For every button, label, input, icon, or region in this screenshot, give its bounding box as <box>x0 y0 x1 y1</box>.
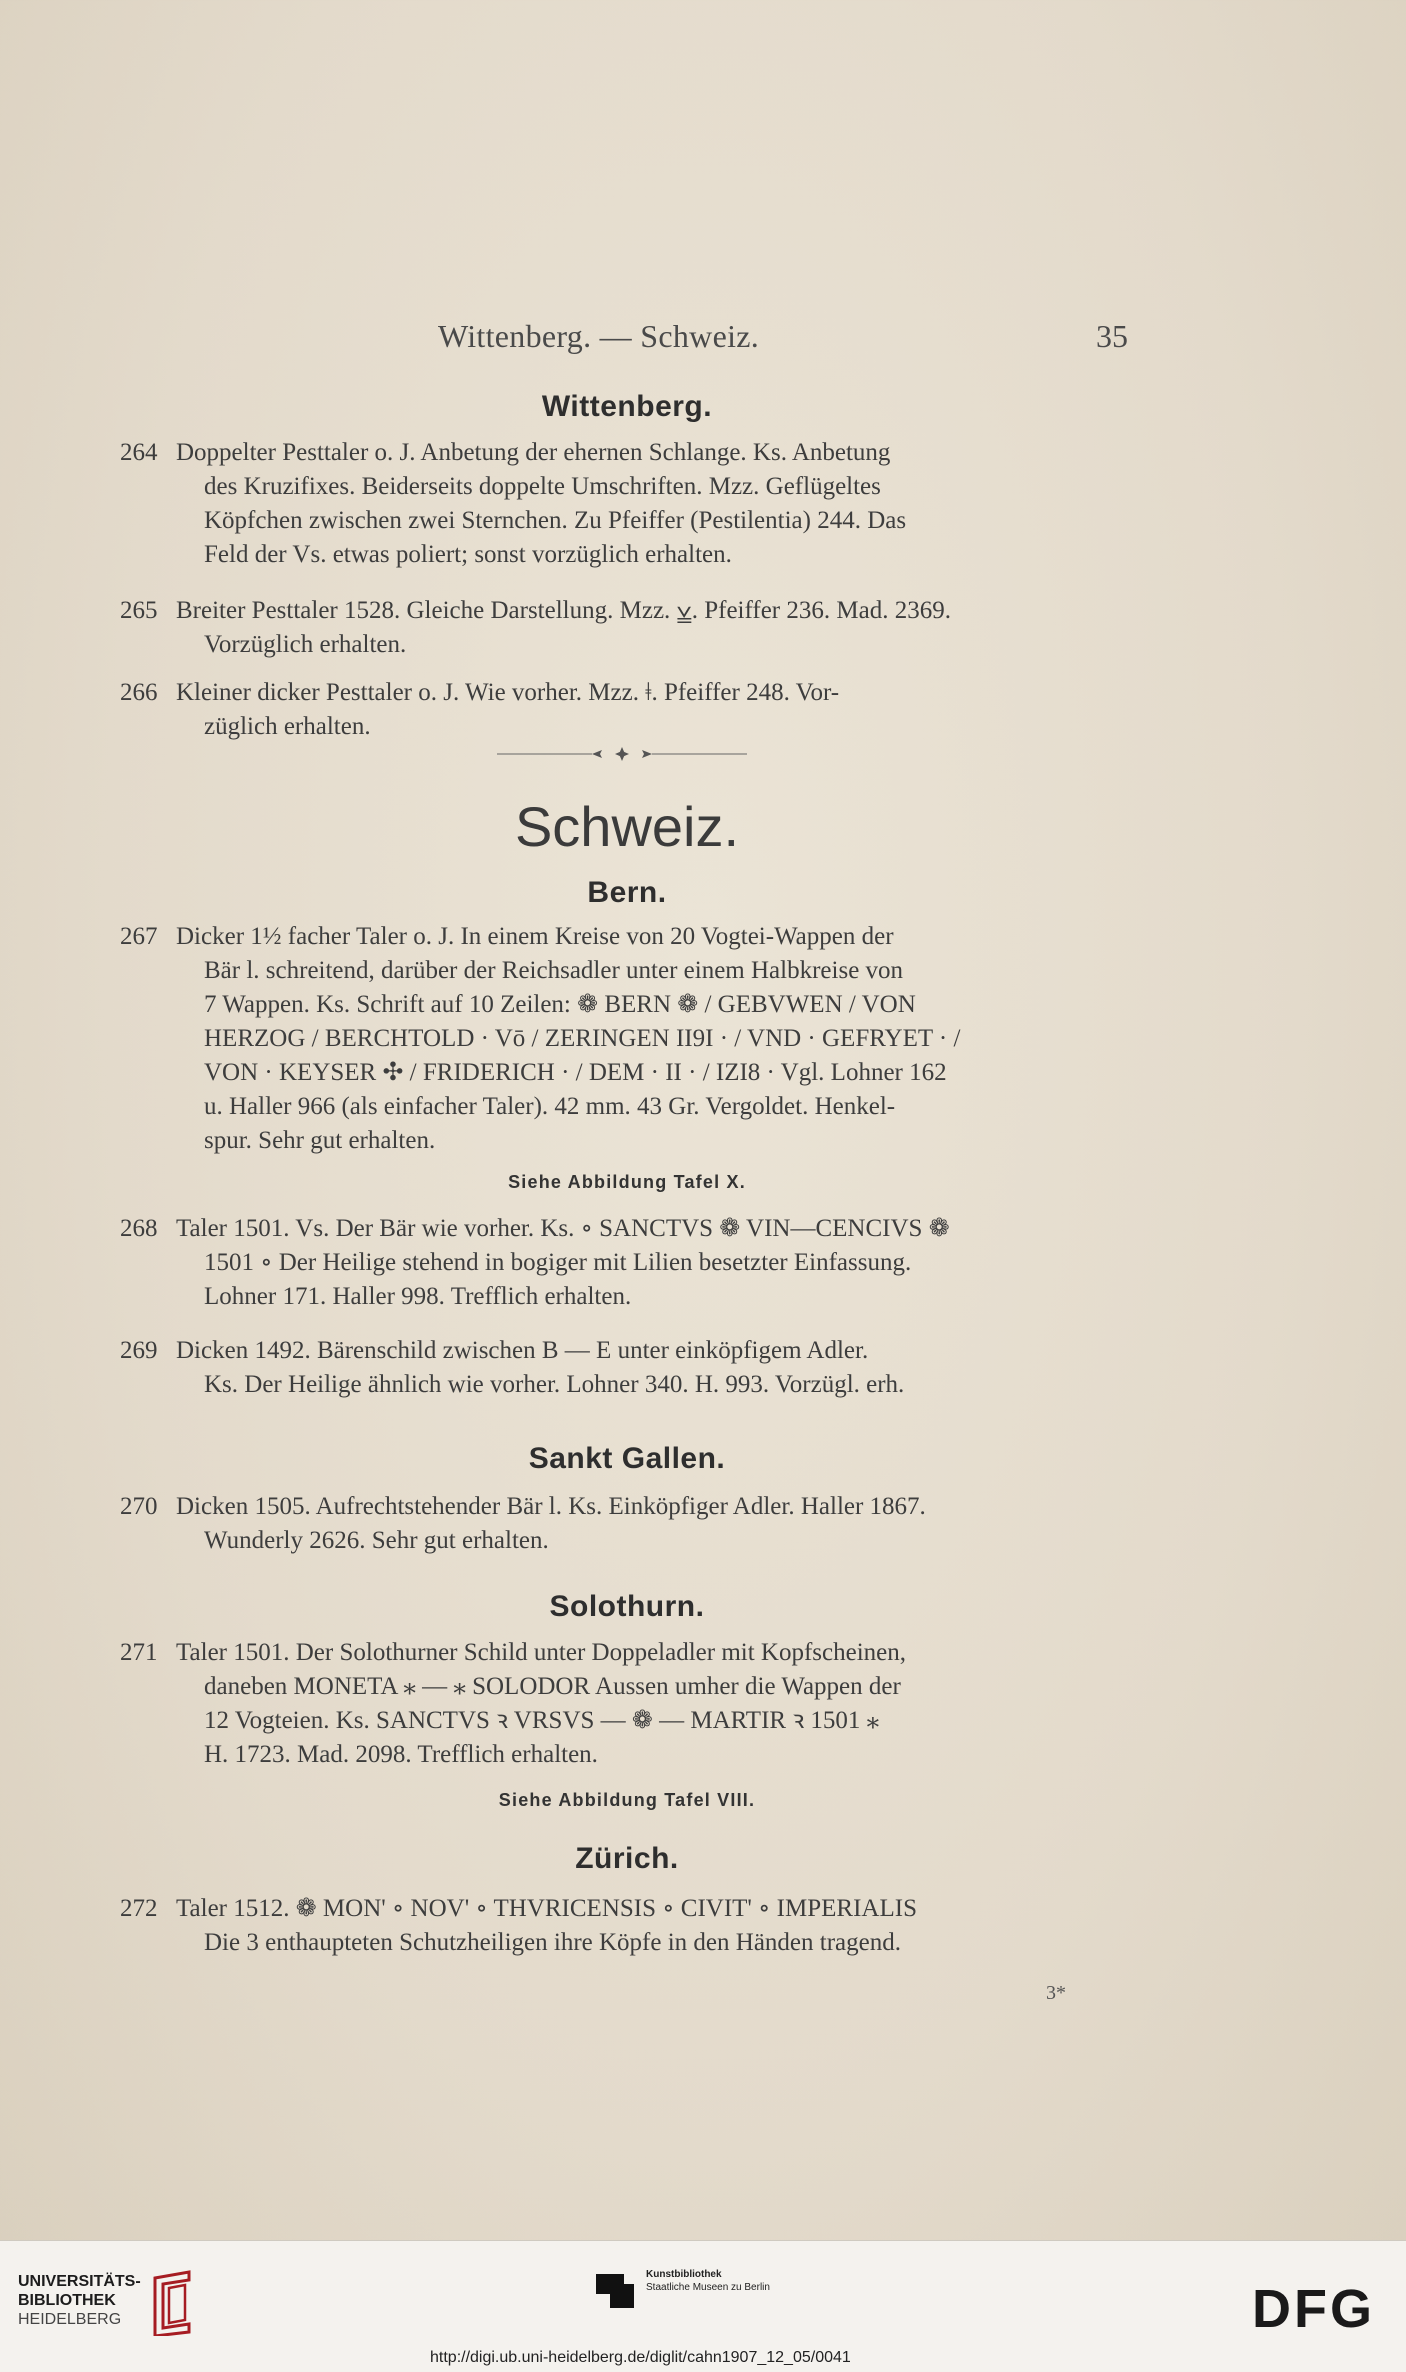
entry-text: 1501 ∘ Der Heilige stehend in bogiger mit Lilien besetzter Einfassung. <box>204 1249 912 1276</box>
catalog-entry-270 <box>120 1490 1133 1558</box>
entry-text: u. Haller 966 (als einfacher Taler). 42 mm. 43 Gr. Vergoldet. Henkel- <box>204 1093 896 1120</box>
heading-schweiz: Schweiz. <box>514 795 740 858</box>
entry-text: H. 1723. Mad. 2098. Trefflich erhalten. <box>204 1741 598 1768</box>
entry-text: Kleiner dicker Pesttaler o. J. Wie vorher. Mzz. ǂ. Pfeiffer 248. Vor- <box>176 679 840 706</box>
section-divider-ornament <box>497 744 747 764</box>
ub-heidelberg-logo[interactable] <box>18 2272 141 2329</box>
kb-subtitle: Staatliche Museen zu Berlin <box>646 2282 770 2293</box>
entry-number: 269 <box>120 1337 158 1364</box>
entry-text: Taler 1501. Der Solothurner Schild unter Doppeladler mit Kopfscheinen, <box>176 1639 907 1666</box>
entry-text: Köpfchen zwischen zwei Sternchen. Zu Pfeiffer (Pestilentia) 244. Das <box>204 507 907 534</box>
kunstbibliothek-logo-icon[interactable] <box>596 2270 634 2308</box>
entry-number: 271 <box>120 1639 158 1666</box>
catalog-entry-266 <box>120 676 1133 744</box>
entry-text: Dicken 1492. Bärenschild zwischen B — E unter einköpfigem Adler. <box>176 1337 869 1364</box>
entry-text: VON · KEYSER ✣ / FRIDERICH · / DEM · II · / IZI8 · Vgl. Lohner 162 <box>204 1059 947 1086</box>
entry-text: 12 Vogteien. Ks. SANCTVS ꝛ VRSVS — ❁ — MARTIR ꝛ 1501 ⁎ <box>204 1707 880 1734</box>
catalog-entry-272 <box>120 1892 1133 1960</box>
entry-text: züglich erhalten. <box>204 713 371 740</box>
entry-number: 267 <box>120 923 158 950</box>
entry-text: Taler 1501. Vs. Der Bär wie vorher. Ks. ∘ SANCTVS ❁ VIN—CENCIVS ❁ <box>176 1215 950 1242</box>
entry-number: 268 <box>120 1215 158 1242</box>
entry-text: daneben MONETA ⁎ — ⁎ SOLODOR Aussen umher die Wappen der <box>204 1673 901 1700</box>
entry-text: HERZOG / BERCHTOLD · Vō / ZERINGEN II9I · / VND · GEFRYET · / <box>204 1025 961 1052</box>
permalink-url[interactable]: http://digi.ub.uni-heidelberg.de/diglit/cahn1907_12_05/0041 <box>430 2349 851 2366</box>
entry-number: 264 <box>120 439 158 466</box>
running-head-title: Wittenberg. — Schweiz. <box>438 318 760 354</box>
entry-text: Dicken 1505. Aufrechtstehender Bär l. Ks. Einköpfiger Adler. Haller 1867. <box>176 1493 926 1520</box>
kunstbibliothek-label <box>646 2268 770 2294</box>
entry-text: Wunderly 2626. Sehr gut erhalten. <box>204 1527 549 1554</box>
heading-solothurn: Solothurn. <box>549 1590 705 1623</box>
entry-text: Ks. Der Heilige ähnlich wie vorher. Lohner 340. H. 993. Vorzügl. erh. <box>204 1371 905 1398</box>
catalog-entry-268 <box>120 1212 1133 1314</box>
heading-sankt-gallen: Sankt Gallen. <box>528 1442 726 1475</box>
entry-text: spur. Sehr gut erhalten. <box>204 1127 436 1154</box>
ub-logo-line3: HEIDELBERG <box>18 2311 122 2328</box>
catalog-entry-264 <box>120 436 1133 572</box>
ub-logo-line2: BIBLIOTHEK <box>18 2292 116 2309</box>
figure-reference-caption: Siehe Abbildung Tafel X. <box>508 1172 746 1192</box>
figure-reference-caption: Siehe Abbildung Tafel VIII. <box>498 1790 756 1810</box>
entry-text: Lohner 171. Haller 998. Trefflich erhalten. <box>204 1283 632 1310</box>
entry-text: Dicker 1½ facher Taler o. J. In einem Kreise von 20 Vogtei-Wappen der <box>176 923 894 950</box>
entry-number: 265 <box>120 597 158 624</box>
ub-logo-mark-icon <box>145 2270 197 2336</box>
entry-text: Bär l. schreitend, darüber der Reichsadler unter einem Halbkreise von <box>204 957 904 984</box>
kb-title: Kunstbibliothek <box>646 2269 722 2280</box>
running-head <box>438 318 1128 362</box>
heading-bern: Bern. <box>587 876 667 909</box>
catalog-entry-269 <box>120 1334 1133 1402</box>
printer-signature-mark: 3* <box>1046 1982 1066 2004</box>
entry-number: 266 <box>120 679 158 706</box>
dfg-logo[interactable]: DFG <box>1252 2279 1375 2339</box>
heading-zurich: Zürich. <box>575 1842 679 1875</box>
entry-number: 270 <box>120 1493 158 1520</box>
entry-text: Breiter Pesttaler 1528. Gleiche Darstellung. Mzz. ⩣. Pfeiffer 236. Mad. 2369. <box>176 597 951 624</box>
entry-text: Doppelter Pesttaler o. J. Anbetung der ehernen Schlange. Ks. Anbetung <box>176 439 891 466</box>
entry-number: 272 <box>120 1895 158 1922</box>
heading-wittenberg: Wittenberg. <box>541 390 713 423</box>
ub-logo-line1: UNIVERSITÄTS- <box>18 2273 141 2290</box>
entry-text: Feld der Vs. etwas poliert; sonst vorzüglich erhalten. <box>204 541 732 568</box>
entry-text: Vorzüglich erhalten. <box>204 631 407 658</box>
entry-text: 7 Wappen. Ks. Schrift auf 10 Zeilen: ❁ BERN ❁ / GEBVWEN / VON <box>204 991 916 1018</box>
entry-text: Taler 1512. ❁ MON' ∘ NOV' ∘ THVRICENSIS ∘ CIVIT' ∘ IMPERIALIS <box>176 1895 917 1922</box>
entry-text: Die 3 enthaupteten Schutzheiligen ihre Köpfe in den Händen tragend. <box>204 1929 901 1956</box>
catalog-entry-265 <box>120 594 1133 662</box>
catalog-entry-267 <box>120 920 1133 1158</box>
entry-text: des Kruzifixes. Beiderseits doppelte Umschriften. Mzz. Geflügeltes <box>204 473 881 500</box>
catalog-entry-271 <box>120 1636 1133 1772</box>
page-number: 35 <box>1096 318 1128 354</box>
